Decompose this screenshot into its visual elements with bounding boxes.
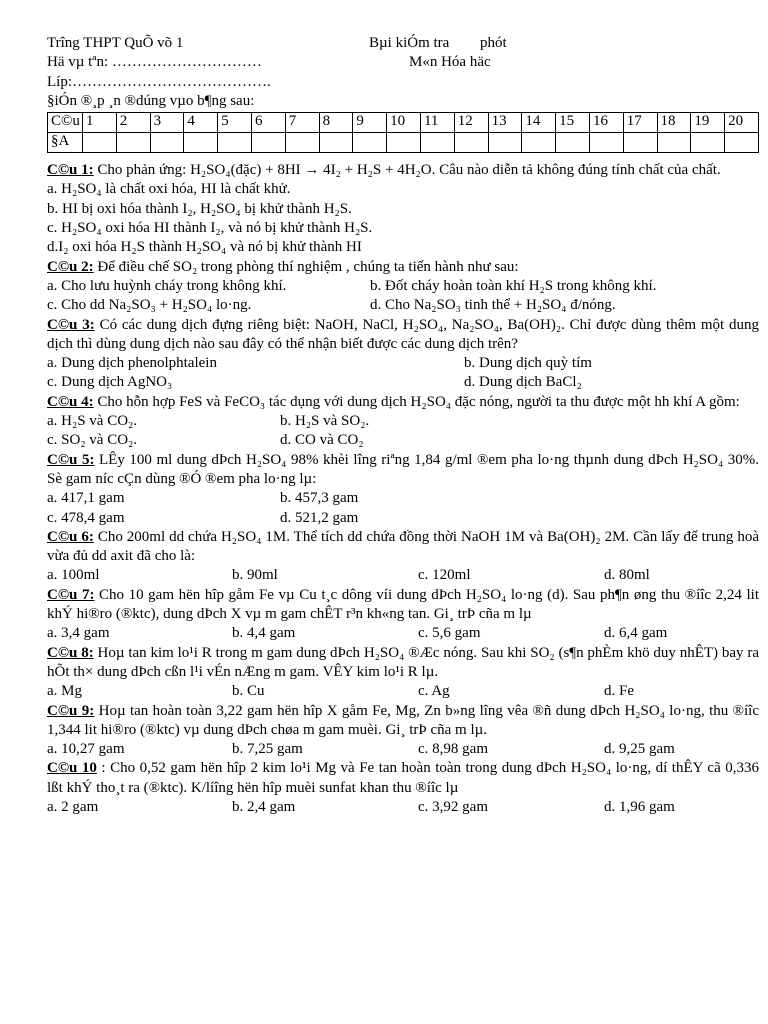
answer-number-cell: 13 bbox=[488, 113, 522, 133]
answer-number-cell: 14 bbox=[522, 113, 556, 133]
option-row bbox=[47, 798, 759, 817]
answer-option[interactable]: a. Dung dịch phenolphtalein bbox=[47, 355, 217, 372]
answer-input-cell[interactable] bbox=[691, 133, 725, 153]
answer-number-cell: 7 bbox=[285, 113, 319, 133]
answer-option[interactable]: b. Đốt cháy hoàn toàn khí H₂S trong không khí. bbox=[370, 277, 657, 294]
answer-number-cell: 17 bbox=[623, 113, 657, 133]
answer-option[interactable]: c. H₂SO₄ oxi hóa HI thành I₂, và nó bị khử thành H₂S. bbox=[47, 220, 373, 237]
answer-option[interactable]: b. 7,25 gam bbox=[232, 741, 303, 758]
answer-table-answer-row bbox=[48, 133, 759, 153]
answer-option[interactable]: a. 100ml bbox=[47, 567, 100, 584]
answer-input-cell[interactable] bbox=[623, 133, 657, 153]
answer-option[interactable]: b. HI bị oxi hóa thành I₂, H₂SO₄ bị khử thành H₂S. bbox=[47, 200, 352, 217]
question-text: Cho 10 gam hën hîp gåm Fe vµ Cu t¸c dông víi dung dÞch H₂SO₄ lo·ng (d). Sau ph¶n øng thu ®íîc 2,24 lit khÝ hi®ro (®ktc), dung dÞch X vµ m gam chÊT r³n kh«ng tan. Gi¸ trÞ cña m lµ bbox=[47, 586, 759, 623]
answer-number-cell: 5 bbox=[218, 113, 252, 133]
exam-time: phót bbox=[480, 35, 507, 51]
question-block bbox=[47, 702, 759, 760]
answer-option[interactable]: d. 6,4 gam bbox=[604, 625, 668, 642]
subject-label: M«n Hóa häc bbox=[409, 54, 491, 71]
answer-number-cell: 11 bbox=[420, 113, 454, 133]
answer-option[interactable]: a. H₂S và CO₂. bbox=[47, 413, 138, 430]
answer-option[interactable]: a. Mg bbox=[47, 683, 82, 700]
answer-input-cell[interactable] bbox=[522, 133, 556, 153]
answer-input-cell[interactable] bbox=[285, 133, 319, 153]
answer-table-answer-label: §A bbox=[48, 133, 83, 153]
question-stem bbox=[47, 759, 759, 798]
answer-option[interactable]: d. 80ml bbox=[604, 567, 650, 584]
question-text: : Cho 0,52 gam hën hîp 2 kim lo¹i Mg và Fe tan hoàn toàn trong dung dÞch H₂SO₄ lo·ng, dí thÊY cã 0,336 lßt khÝ tho¸t ra (®ktc). K/líîng hën hîp muèi sunfat khan thu ®íîc lµ bbox=[47, 760, 759, 796]
answer-input-cell[interactable] bbox=[589, 133, 623, 153]
exam-label: Bµi kiÓm tra bbox=[369, 35, 450, 51]
answer-input-cell[interactable] bbox=[184, 133, 218, 153]
question-stem bbox=[47, 393, 759, 412]
question-stem bbox=[47, 528, 759, 567]
question-block bbox=[47, 161, 759, 257]
question-text: Hoµ tan kim lo¹i R trong m gam dung dÞch H₂SO₄ ®Æc nóng. Sau khi SO₂ (s¶n phÈm khö duy nhÊT) bay ra hÕt th× dung dÞch cßn l¹i vÉn nÆng m gam. VÊY kim lo¹i R lµ. bbox=[47, 644, 759, 680]
option-row bbox=[47, 277, 759, 296]
answer-table-number-row bbox=[48, 113, 759, 133]
option-row bbox=[47, 624, 759, 643]
answer-option[interactable]: b. Cu bbox=[232, 683, 265, 700]
answer-option[interactable]: a. 3,4 gam bbox=[47, 625, 110, 642]
question-number: C©u 8: bbox=[47, 644, 94, 661]
question-text: LÊy 100 ml dung dÞch H₂SO₄ 98% khèi lîng riªng 1,84 g/ml ®em pha lo·ng thµnh dung dÞch H₂SO₄ 30%. Sè gam níc cÇn dùng ®Ó ®em pha lo·ng lµ: bbox=[47, 451, 759, 487]
question-stem bbox=[47, 316, 759, 355]
answer-option[interactable]: b. Dung dịch quỳ tím bbox=[464, 355, 592, 372]
answer-option[interactable]: c. 5,6 gam bbox=[418, 625, 481, 642]
question-block bbox=[47, 451, 759, 528]
header-row-3 bbox=[47, 73, 759, 92]
answer-option[interactable]: d. 1,96 gam bbox=[604, 798, 675, 815]
question-stem bbox=[47, 702, 759, 741]
answer-option[interactable]: d. Dung dịch BaCl₂ bbox=[464, 374, 582, 391]
question-stem bbox=[47, 161, 759, 180]
answer-option[interactable]: c. 3,92 gam bbox=[418, 798, 488, 815]
option-row bbox=[47, 509, 759, 528]
answer-option[interactable]: b. 90ml bbox=[232, 567, 278, 584]
question-block bbox=[47, 759, 759, 817]
answer-option[interactable]: a. 2 gam bbox=[47, 798, 99, 815]
question-text: Cho phản ứng: H₂SO₄(đặc) + 8HI → 4I₂ + H₂S + 4H₂O. Câu nào diễn tả không đúng tính chất của chất. bbox=[97, 162, 721, 179]
answer-option[interactable]: c. SO₂ và CO₂. bbox=[47, 432, 138, 449]
question-number: C©u 6: bbox=[47, 528, 94, 545]
option-row bbox=[47, 354, 759, 373]
option-row bbox=[47, 373, 759, 392]
school-name: Trîng THPT QuÕ võ 1 bbox=[47, 35, 184, 51]
answer-option[interactable]: b. 457,3 gam bbox=[280, 490, 359, 507]
answer-number-cell: 3 bbox=[150, 113, 184, 133]
question-number: C©u 3: bbox=[47, 316, 95, 333]
answer-number-cell: 9 bbox=[353, 113, 387, 133]
answer-option[interactable]: c. 478,4 gam bbox=[47, 509, 125, 526]
question-number: C©u 5: bbox=[47, 451, 95, 468]
answer-input-cell[interactable] bbox=[488, 133, 522, 153]
answer-option[interactable]: d. CO và CO₂ bbox=[280, 432, 364, 449]
answer-input-cell[interactable] bbox=[420, 133, 454, 153]
answer-option[interactable]: a. Cho lưu huỳnh cháy trong không khí. bbox=[47, 277, 287, 294]
question-block bbox=[47, 258, 759, 316]
option-row bbox=[47, 412, 759, 431]
name-field: Hä vµ tªn: ………………………… bbox=[47, 54, 262, 71]
answer-option[interactable]: c. Ag bbox=[418, 683, 450, 700]
answer-input-cell[interactable] bbox=[725, 133, 759, 153]
answer-option[interactable]: d. 521,2 gam bbox=[280, 509, 359, 526]
answer-option[interactable]: d. Cho Na₂SO₃ tinh thể + H₂SO₄ đ/nóng. bbox=[370, 297, 616, 314]
question-number: C©u 10 bbox=[47, 760, 97, 777]
option-row bbox=[47, 566, 759, 585]
answer-option[interactable]: d. 9,25 gam bbox=[604, 741, 675, 758]
answer-input-cell[interactable] bbox=[150, 133, 184, 153]
answer-input-cell[interactable] bbox=[556, 133, 590, 153]
answer-option[interactable]: b. 2,4 gam bbox=[232, 798, 296, 815]
question-text: Hoµ tan hoàn toàn 3,22 gam hën hîp X gåm Fe, Mg, Zn b»ng lîng vêa ®ñ dung dÞch H₂SO₄ lo·ng, thu ®íîc 1,344 lit hi®ro (®ktc) vµ dung dÞch chøa m gam muèi. Gi¸ trÞ cña m lµ. bbox=[47, 702, 759, 738]
answer-option[interactable]: a. 10,27 gam bbox=[47, 741, 125, 758]
header-row-2 bbox=[47, 53, 759, 72]
question-block bbox=[47, 528, 759, 586]
question-text: Cho hỗn hợp FeS và FeCO₃ tác dụng với dung dịch H₂SO₄ đặc nóng, người ta thu được một hh khí A gồm: bbox=[97, 393, 740, 410]
answer-option[interactable]: c. 120ml bbox=[418, 567, 471, 584]
question-number: C©u 9: bbox=[47, 702, 95, 719]
answer-number-cell: 20 bbox=[725, 113, 759, 133]
answer-table bbox=[47, 112, 759, 153]
answer-option[interactable]: a. 417,1 gam bbox=[47, 490, 125, 507]
answer-input-cell[interactable] bbox=[353, 133, 387, 153]
question-stem bbox=[47, 644, 759, 683]
answer-number-cell: 6 bbox=[251, 113, 285, 133]
instruction: §iÓn ®¸p ¸n ®dúng vµo b¶ng sau: bbox=[47, 92, 255, 109]
question-stem bbox=[47, 258, 759, 277]
answer-option[interactable]: d. Fe bbox=[604, 683, 634, 700]
question-text: Có các dung dịch đựng riêng biệt: NaOH, NaCl, H₂SO₄, Na₂SO₄, Ba(OH)₂. Chỉ được dùng thêm một dung dịch thì dùng dung dịch nào sau đây có thể nhận biết được các dung dịch trên? bbox=[47, 316, 760, 352]
question-block bbox=[47, 393, 759, 451]
option-row bbox=[47, 489, 759, 508]
question-list bbox=[47, 161, 759, 817]
question-block bbox=[47, 316, 759, 393]
answer-number-cell: 12 bbox=[454, 113, 488, 133]
answer-number-cell: 8 bbox=[319, 113, 353, 133]
answer-option[interactable]: a. H₂SO₄ là chất oxi hóa, HI là chất khử. bbox=[47, 181, 291, 198]
question-text: Cho 200ml dd chứa H₂SO₄ 1M. Thể tích dd chứa đồng thời NaOH 1M và Ba(OH)₂ 2M. Cần lấy để trung hoà vừa đủ dd axit đã cho là: bbox=[47, 528, 759, 565]
answer-number-cell: 2 bbox=[116, 113, 150, 133]
answer-number-cell: 16 bbox=[589, 113, 623, 133]
answer-number-cell: 15 bbox=[556, 113, 590, 133]
question-number: C©u 4: bbox=[47, 393, 94, 410]
answer-number-cell: 4 bbox=[184, 113, 218, 133]
option-row bbox=[47, 296, 759, 315]
question-number: C©u 1: bbox=[47, 162, 94, 179]
class-field: Líp:…………………………………. bbox=[47, 73, 271, 90]
answer-input-cell[interactable] bbox=[387, 133, 421, 153]
question-block bbox=[47, 644, 759, 702]
question-stem bbox=[47, 451, 759, 490]
answer-input-cell[interactable] bbox=[218, 133, 252, 153]
question-block bbox=[47, 586, 759, 644]
answer-input-cell[interactable] bbox=[83, 133, 117, 153]
answer-number-cell: 19 bbox=[691, 113, 725, 133]
answer-input-cell[interactable] bbox=[116, 133, 150, 153]
answer-option[interactable]: b. 4,4 gam bbox=[232, 625, 296, 642]
answer-option[interactable]: c. 8,98 gam bbox=[418, 741, 488, 758]
answer-option[interactable]: c. Dung dịch AgNO₃ bbox=[47, 374, 173, 391]
answer-number-cell: 10 bbox=[387, 113, 421, 133]
header-row-4 bbox=[47, 92, 759, 111]
answer-table-question-label: C©u bbox=[48, 113, 83, 133]
question-text: Để điều chế SO₂ trong phòng thí nghiệm , chúng ta tiến hành như sau: bbox=[97, 258, 519, 275]
option-row bbox=[47, 682, 759, 701]
answer-option[interactable]: c. Cho dd Na₂SO₃ + H₂SO₄ lo·ng. bbox=[47, 297, 252, 314]
header-row-1 bbox=[47, 34, 759, 53]
answer-input-cell[interactable] bbox=[657, 133, 691, 153]
answer-option[interactable]: b. H₂S và SO₂. bbox=[280, 413, 370, 430]
answer-number-cell: 1 bbox=[83, 113, 117, 133]
option-row bbox=[47, 740, 759, 759]
answer-input-cell[interactable] bbox=[251, 133, 285, 153]
answer-number-cell: 18 bbox=[657, 113, 691, 133]
answer-option[interactable]: d.I₂ oxi hóa H₂S thành H₂SO₄ và nó bị khử thành HI bbox=[47, 239, 362, 256]
question-number: C©u 7: bbox=[47, 586, 95, 603]
answer-input-cell[interactable] bbox=[319, 133, 353, 153]
exam-page bbox=[47, 34, 759, 817]
question-stem bbox=[47, 586, 759, 625]
answer-input-cell[interactable] bbox=[454, 133, 488, 153]
question-number: C©u 2: bbox=[47, 258, 94, 275]
option-row bbox=[47, 431, 759, 450]
